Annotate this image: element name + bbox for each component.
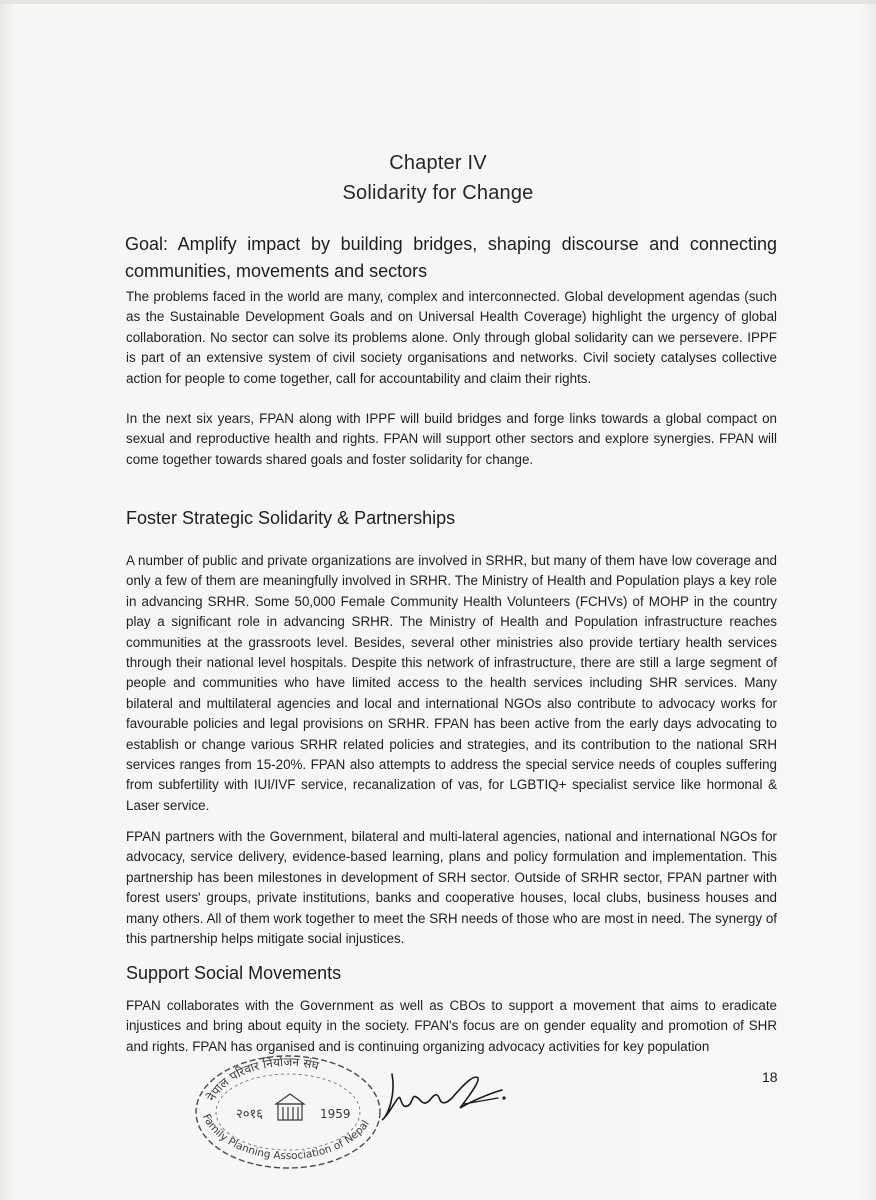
intro-paragraph-1: The problems faced in the world are many, complex and interconnected. Global development agendas (such as the Sustainable Development Goals and on Universal Health Coverage) highlight the urgency of global collaboration. No sector can solve its problems alone. Only through global solidarity can we persevere. IPPF is part of an extensive system of civil society organisations and networks. Civil society catalyses collective action for people to come together, call for accountability and claim their rights. bbox=[126, 289, 777, 386]
chapter-number: Chapter IV bbox=[389, 152, 487, 174]
stamp-year-nepali: २०१६ bbox=[236, 1107, 264, 1122]
stamp-year: 1959 bbox=[320, 1107, 351, 1121]
partnerships-paragraph-2: FPAN partners with the Government, bilateral and multi-lateral agencies, national and international NGOs for advocacy, service delivery, evidence-based learning, plans and policy formulation and implementation. This partnership has been milestones in development of SRH sector. Outside of SRHR sector, FPAN partner with forest users' groups, private institutions, banks and cooperative houses, local clubs, business houses and many others. All of them work together to meet the SRH needs of those who are most in need. The synergy of this partnership helps mitigate social injustices. bbox=[126, 829, 777, 947]
social-movements-paragraph: FPAN collaborates with the Government as well as CBOs to support a movement that aims to eradicate injustices and bring about equity in the society. FPAN's focus are on gender equality and promotion of SHR and rights. FPAN has organised and is continuing organizing advocacy activities for key population bbox=[126, 998, 777, 1054]
stamp-bottom-text: Family Planning Association of Nepal bbox=[200, 1112, 372, 1163]
page-number: 18 bbox=[762, 1069, 778, 1085]
partnerships-paragraph-1: A number of public and private organizations are involved in SRHR, but many of them have low coverage and only a few of them are meaningfully involved in SRHR. The Ministry of Health and Population plays a key role in advancing SRHR. Some 50,000 Female Community Health Volunteers (FCHVs) of MOHP in the country play a significant role in advancing SRHR. The Ministry of Health and Population infrastructure reaches communities at the grassroots level. Besides, several other ministries also provide tertiary health services through their national level hospitals. Despite this network of infrastructure, there are still a large segment of people and communities who have limited access to the health services including SHR services. Many bilateral and multilateral agencies and local and international NGOs also contribute to advocacy works for favourable policies and legal provisions on SRHR. FPAN has been active from the early days advocating to establish or change various SRHR related policies and strategies, and its contribution to the national SRH services ranges from 15-20%. FPAN also attempts to address the special service needs of couples suffering from subfertility with IUI/IVF service, recanalization of vas, for LGBTIQ+ specialist service like hormonal & Laser service. bbox=[126, 553, 777, 813]
chapter-title: Solidarity for Change bbox=[342, 182, 534, 204]
intro-paragraph-2: In the next six years, FPAN along with IPPF will build bridges and forge links towards a global compact on sexual and reproductive health and rights. FPAN will support other sectors and explore synergies. FPAN will come together towards shared goals and foster solidarity for change. bbox=[126, 411, 777, 467]
goal-statement: Goal: Amplify impact by building bridges, shaping discourse and connecting communities, movements and sectors bbox=[125, 234, 777, 281]
section-heading-partnerships: Foster Strategic Solidarity & Partnerships bbox=[126, 508, 456, 528]
page-edge bbox=[0, 0, 876, 4]
section-heading-social-movements: Support Social Movements bbox=[126, 963, 342, 983]
handwritten-signature bbox=[378, 1064, 518, 1134]
organisation-stamp bbox=[180, 1052, 390, 1172]
stamp-top-text: नेपाल परिवार नियोजन संघ bbox=[204, 1054, 321, 1104]
building-icon bbox=[276, 1094, 304, 1120]
